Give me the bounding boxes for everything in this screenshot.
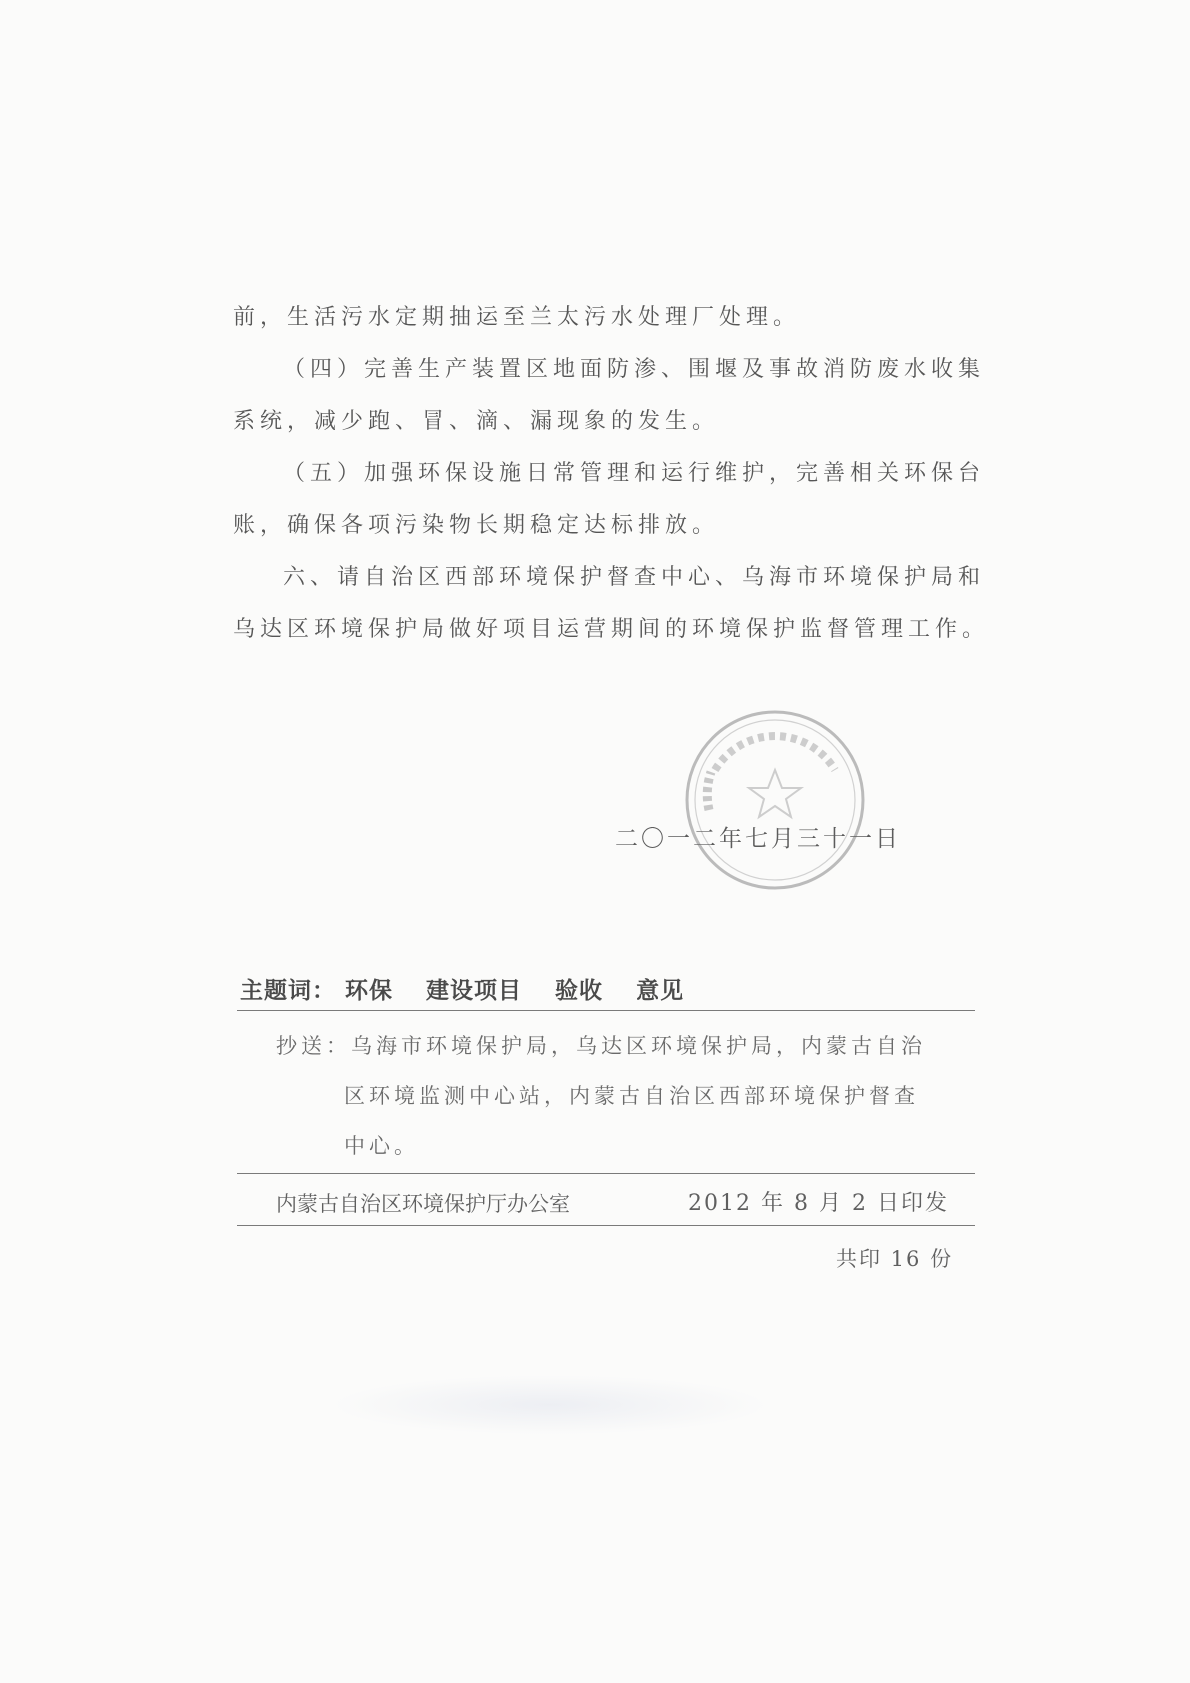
issue-date: 2012 年 8 月 2 日印发 xyxy=(688,1191,949,1216)
signature-date: 二〇一二年七月三十一日 xyxy=(615,826,901,852)
official-seal-icon xyxy=(675,700,875,900)
scan-smudge xyxy=(330,1375,770,1435)
body-line-6: 六、请自治区西部环境保护督查中心、乌海市环境保护局和 xyxy=(283,565,986,590)
divider-line xyxy=(237,1225,975,1226)
issuing-office: 内蒙古自治区环境保护厅办公室 xyxy=(276,1192,570,1216)
subject-keywords xyxy=(240,972,708,1005)
cc-label: 抄送： xyxy=(276,1034,351,1058)
divider-line xyxy=(237,1010,975,1011)
print-copies: 共印 16 份 xyxy=(836,1247,954,1271)
cc-recipients-line-3: 中心。 xyxy=(344,1134,419,1158)
body-line-5: 账，确保各项污染物长期稳定达标排放。 xyxy=(233,513,720,538)
keywords-label: 主题词： xyxy=(240,977,336,1004)
cc-recipients-line-2: 区环境监测中心站，内蒙古自治区西部环境保护督查 xyxy=(344,1084,919,1108)
divider-line xyxy=(237,1173,975,1174)
keyword-item: 验收 xyxy=(555,977,604,1004)
keyword-item: 意见 xyxy=(636,977,685,1004)
keyword-item: 环保 xyxy=(345,977,394,1004)
body-line-7: 乌达区环境保护局做好项目运营期间的环境保护监督管理工作。 xyxy=(233,617,990,642)
cc-recipients-line-1: 乌海市环境保护局，乌达区环境保护局，内蒙古自治 xyxy=(351,1034,926,1058)
cc-block xyxy=(276,1030,976,1180)
body-line-3: 系统，减少跑、冒、滴、漏现象的发生。 xyxy=(233,409,720,434)
body-line-4: （五）加强环保设施日常管理和运行维护，完善相关环保台 xyxy=(283,461,986,486)
keyword-item: 建设项目 xyxy=(426,977,523,1004)
body-line-2: （四）完善生产装置区地面防渗、围堰及事故消防废水收集 xyxy=(283,357,986,382)
body-line-1: 前，生活污水定期抽运至兰太污水处理厂处理。 xyxy=(233,305,801,330)
